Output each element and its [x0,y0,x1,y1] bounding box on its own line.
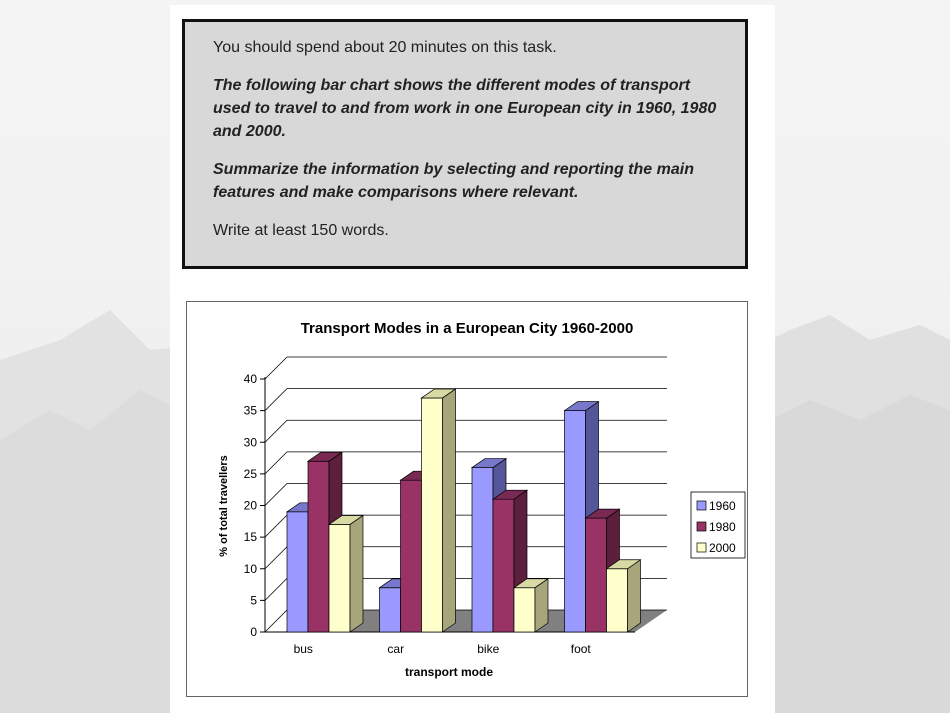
bar-front [565,411,586,632]
bar-front [514,588,535,632]
task-instructions-box [182,19,748,269]
y-tick-label: 15 [243,530,257,545]
legend-swatch-1980 [697,522,706,531]
legend-label-1960: 1960 [709,499,736,513]
gridline-depth [265,547,287,569]
x-axis-label: transport mode [404,665,494,679]
gridline-depth [265,610,287,632]
worksheet-page [170,5,775,713]
gridline-depth [265,484,287,506]
bar-front [422,398,443,632]
time-instruction: You should spend about 20 minutes on this task. [213,39,557,56]
chart-frame [186,301,748,697]
chart-legend [691,492,745,558]
legend-label-2000: 2000 [709,541,736,555]
gridline-depth [265,452,287,474]
gridline-depth [265,578,287,600]
bar-car-2000 [422,389,456,632]
plot-area [244,357,667,656]
bar-front [401,480,422,632]
y-tick-label: 35 [243,403,257,418]
bar-front [586,518,607,632]
bar-side [628,560,641,632]
task-prompt: The following bar chart shows the different modes of transport used to travel to and from work in one European city in 1960, 1980 and 2000. [213,77,717,140]
bar-front [329,524,350,632]
y-axis-label: % of total travellers [218,455,230,557]
gridline-depth [265,420,287,442]
bar-side [350,515,363,632]
y-tick-label: 20 [243,498,257,513]
bar-chart [187,302,747,696]
bar-bike-2000 [514,579,548,632]
x-tick-label: car [387,642,405,656]
mountain-backdrop-right [750,300,950,713]
legend-swatch-2000 [697,543,706,552]
y-tick-label: 30 [243,435,257,450]
y-tick-label: 0 [250,625,257,639]
gridline-depth [265,515,287,537]
legend-swatch-1960 [697,501,706,510]
gridline-depth [265,389,287,411]
x-tick-label: bike [477,642,500,656]
bar-bus-2000 [329,515,363,632]
x-tick-label: bus [293,642,313,656]
bar-front [308,461,329,632]
bar-front [287,512,308,632]
x-tick-label: foot [570,642,591,656]
legend-label-1980: 1980 [709,520,736,534]
chart-title: Transport Modes in a European City 1960-2000 [300,320,634,337]
word-count-instruction: Write at least 150 words. [213,222,389,239]
y-tick-label: 40 [243,372,257,386]
bar-side [443,389,456,632]
y-tick-label: 10 [243,561,257,576]
bar-front [472,468,493,632]
bar-front [493,499,514,632]
task-instruction: Summarize the information by selecting and reporting the main features and make comparisons where relevant. [213,161,694,201]
y-tick-label: 25 [243,466,257,481]
bar-front [607,569,628,632]
y-tick-label: 5 [250,593,257,608]
bar-front [380,588,401,632]
bar-foot-2000 [607,560,641,632]
gridline-depth [265,357,287,379]
